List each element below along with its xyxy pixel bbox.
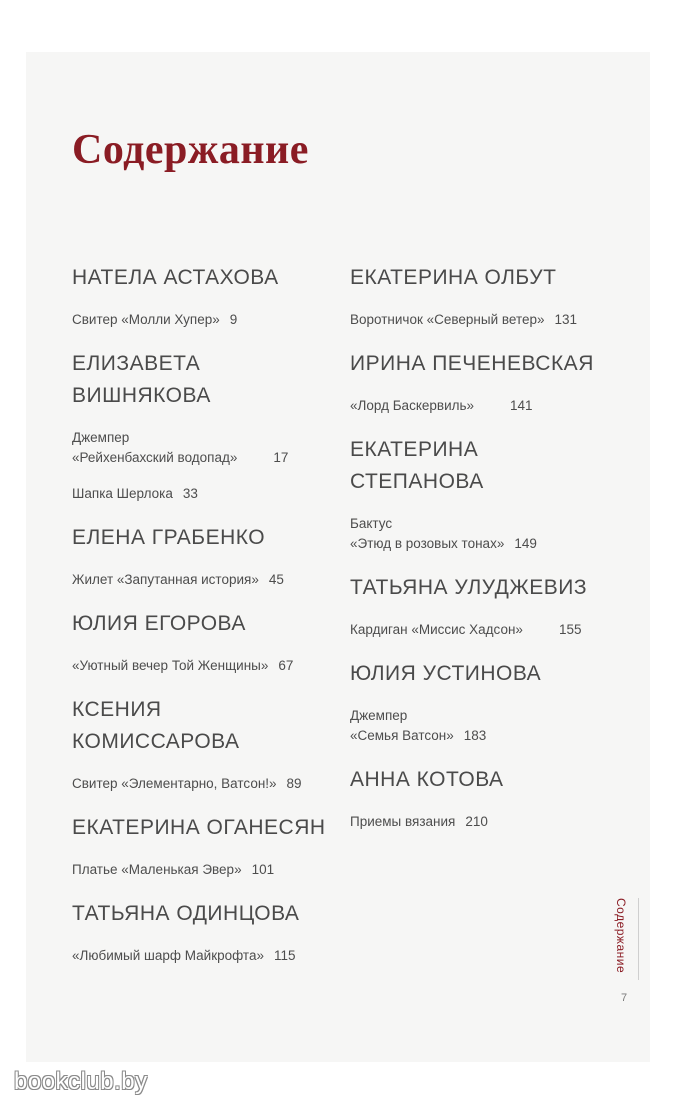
toc-author-name: ЮЛИЯ ЕГОРОВА (72, 612, 246, 635)
toc-entry-title: «Любимый шарф Майкрофта» (72, 948, 264, 963)
toc-entry-title: Воротничок «Северный ветер» (350, 312, 545, 327)
toc-author-block (72, 898, 332, 966)
side-divider (638, 898, 639, 980)
toc-entry-title: Бактус «Этюд в розовых тонах» (350, 516, 505, 551)
toc-entry[interactable] (72, 656, 332, 676)
toc-author-block (350, 348, 610, 416)
toc-entry-title: Платье «Маленькая Эвер» (72, 862, 242, 877)
toc-right-column (350, 262, 610, 850)
toc-entry[interactable] (350, 514, 610, 554)
toc-author-block (72, 262, 332, 330)
toc-entry-page: 149 (514, 536, 537, 551)
page-number: 7 (621, 992, 628, 1004)
toc-author-block (350, 572, 610, 640)
toc-entry-page: 131 (554, 312, 578, 327)
toc-entry[interactable] (350, 620, 610, 640)
toc-author-block (350, 262, 610, 330)
toc-entry-page: 101 (251, 862, 275, 877)
toc-entry-title: «Уютный вечер Той Женщины» (72, 658, 269, 673)
toc-author-block (72, 348, 332, 504)
toc-entry-title: Шапка Шерлока (72, 486, 173, 501)
toc-author-block (72, 812, 332, 880)
toc-entry[interactable] (350, 812, 610, 832)
toc-entry-page: 89 (286, 776, 302, 791)
toc-author-block (350, 434, 610, 554)
toc-entry-title: Кардиган «Миссис Хадсон» (350, 622, 523, 637)
toc-entry-title: Приемы вязания (350, 814, 456, 829)
toc-author-name: АННА КОТОВА (350, 768, 504, 791)
toc-entry-title: Джемпер «Семья Ватсон» (350, 708, 454, 743)
toc-entry[interactable] (350, 706, 610, 746)
toc-entry-page: 9 (229, 312, 238, 327)
toc-entry-page: 210 (465, 814, 488, 829)
toc-entry-page: 17 (273, 450, 289, 465)
toc-author-block (350, 764, 610, 832)
toc-entry-page: 33 (182, 486, 198, 501)
toc-entry[interactable] (72, 310, 332, 330)
toc-author-name: ТАТЬЯНА ОДИНЦОВА (72, 902, 300, 925)
toc-author-block (350, 658, 610, 746)
toc-author-name: ЕКАТЕРИНА СТЕПАНОВА (350, 438, 484, 493)
toc-entry[interactable] (350, 396, 610, 416)
toc-entry[interactable] (72, 774, 332, 794)
toc-left-column (72, 262, 332, 984)
toc-author-name: ЕКАТЕРИНА ОЛБУТ (350, 266, 557, 289)
toc-author-name: ЕЛИЗАВЕТА ВИШНЯКОВА (72, 352, 211, 407)
toc-entry[interactable] (72, 946, 332, 966)
toc-entry[interactable] (72, 570, 332, 590)
site-watermark: bookclub.by (14, 1068, 148, 1095)
toc-entry[interactable] (350, 310, 610, 330)
toc-entry[interactable] (72, 428, 332, 468)
toc-author-block (72, 694, 332, 794)
toc-author-name: КСЕНИЯ КОМИССАРОВА (72, 698, 240, 753)
page-title: Содержание (72, 127, 309, 174)
toc-author-name: ТАТЬЯНА УЛУДЖЕВИЗ (350, 576, 588, 599)
toc-author-name: ИРИНА ПЕЧЕНЕВСКАЯ (350, 352, 594, 375)
toc-author-block (72, 522, 332, 590)
toc-entry-page: 45 (268, 572, 284, 587)
toc-entry-title: «Лорд Баскервиль» (350, 398, 475, 413)
toc-entry-page: 67 (278, 658, 294, 673)
toc-entry-title: Жилет «Запутанная история» (72, 572, 259, 587)
toc-author-name: ЕЛЕНА ГРАБЕНКО (72, 526, 266, 549)
toc-author-block (72, 608, 332, 676)
toc-entry-page: 141 (510, 398, 533, 413)
toc-entry-title: Свитер «Элементарно, Ватсон!» (72, 776, 277, 791)
toc-entry[interactable] (72, 860, 332, 880)
toc-author-name: ЕКАТЕРИНА ОГАНЕСЯН (72, 816, 326, 839)
toc-entry[interactable] (72, 484, 332, 504)
toc-author-name: ЮЛИЯ УСТИНОВА (350, 662, 542, 685)
toc-entry-title: Джемпер «Рейхенбахский водопад» (72, 430, 238, 465)
toc-entry-page: 115 (273, 948, 296, 963)
toc-entry-page: 183 (463, 728, 487, 743)
toc-entry-title: Свитер «Молли Хупер» (72, 312, 220, 327)
side-section-label: Содержание (614, 898, 628, 974)
toc-entry-page: 155 (558, 622, 582, 637)
toc-author-name: НАТЕЛА АСТАХОВА (72, 266, 279, 289)
